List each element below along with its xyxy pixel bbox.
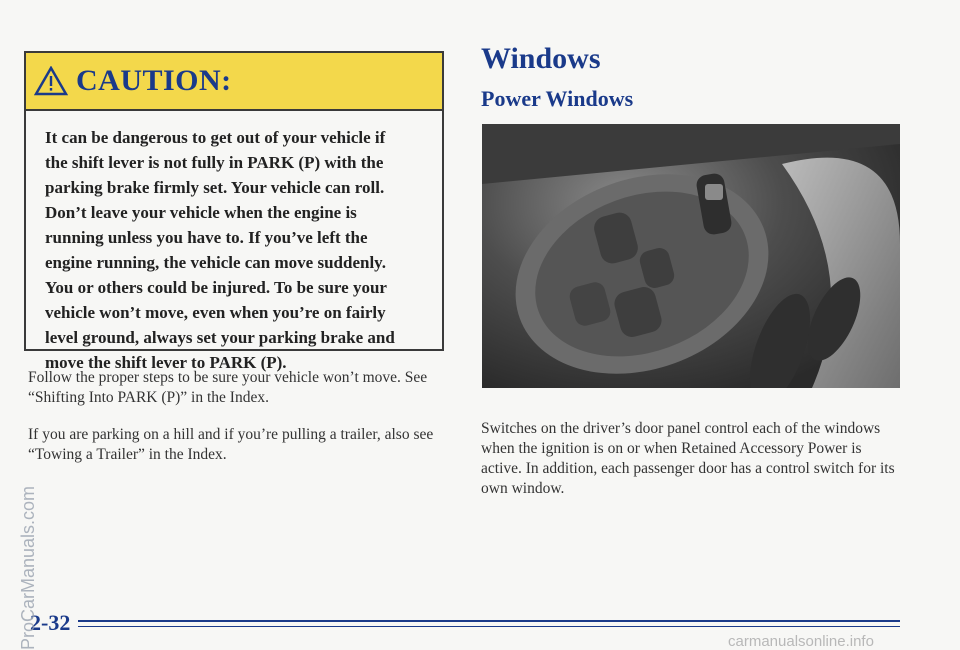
watermark-text: ProCarManuals.com: [18, 485, 38, 650]
section-heading: Windows: [481, 42, 601, 75]
caution-line: parking brake firmly set. Your vehicle can roll.: [45, 178, 385, 197]
caution-line: running unless you have to. If you’ve left the: [45, 228, 368, 247]
footer-rule-bottom: [78, 626, 900, 627]
hill-parking-paragraph: If you are parking on a hill and if you’re pulling a trailer, also see “Towing a Trailer” in the Index.: [28, 426, 434, 463]
caution-line: engine running, the vehicle can move suddenly.: [45, 253, 386, 272]
caution-line: Don’t leave your vehicle when the engine is: [45, 203, 357, 222]
caution-header: [26, 53, 442, 111]
site-watermark: [728, 632, 958, 649]
footer-rule-top: [78, 620, 900, 622]
warning-triangle-icon: [34, 66, 68, 96]
window-switch-photo: [482, 124, 900, 388]
caution-line: You or others could be injured. To be sure your: [45, 278, 387, 297]
site-watermark-text: carmanualsonline.info: [728, 633, 874, 649]
park-steps-paragraph: Follow the proper steps to be sure your vehicle won’t move. See “Shifting Into PARK (P)” in the Index.: [28, 369, 428, 406]
power-windows-paragraph: Switches on the driver’s door panel control each of the windows when the ignition is on or when Retained Accessory Power is active. In addition, each passenger door has a control switch for its own window.: [481, 420, 895, 497]
caution-line: the shift lever is not fully in PARK (P) with the: [45, 153, 384, 172]
caution-title: CAUTION:: [76, 64, 232, 97]
page-number: 2-32: [30, 610, 71, 635]
caution-line: move the shift lever to PARK (P).: [45, 353, 287, 372]
caution-line: level ground, always set your parking brake and: [45, 328, 395, 347]
door-panel-illustration: [482, 124, 900, 388]
caution-line: vehicle won’t move, even when you’re on fairly: [45, 303, 386, 322]
subsection-heading: Power Windows: [481, 86, 634, 111]
caution-text: [26, 111, 442, 375]
watermark: [18, 230, 40, 650]
caution-box: [24, 51, 444, 372]
caution-line: It can be dangerous to get out of your vehicle if: [45, 128, 386, 147]
